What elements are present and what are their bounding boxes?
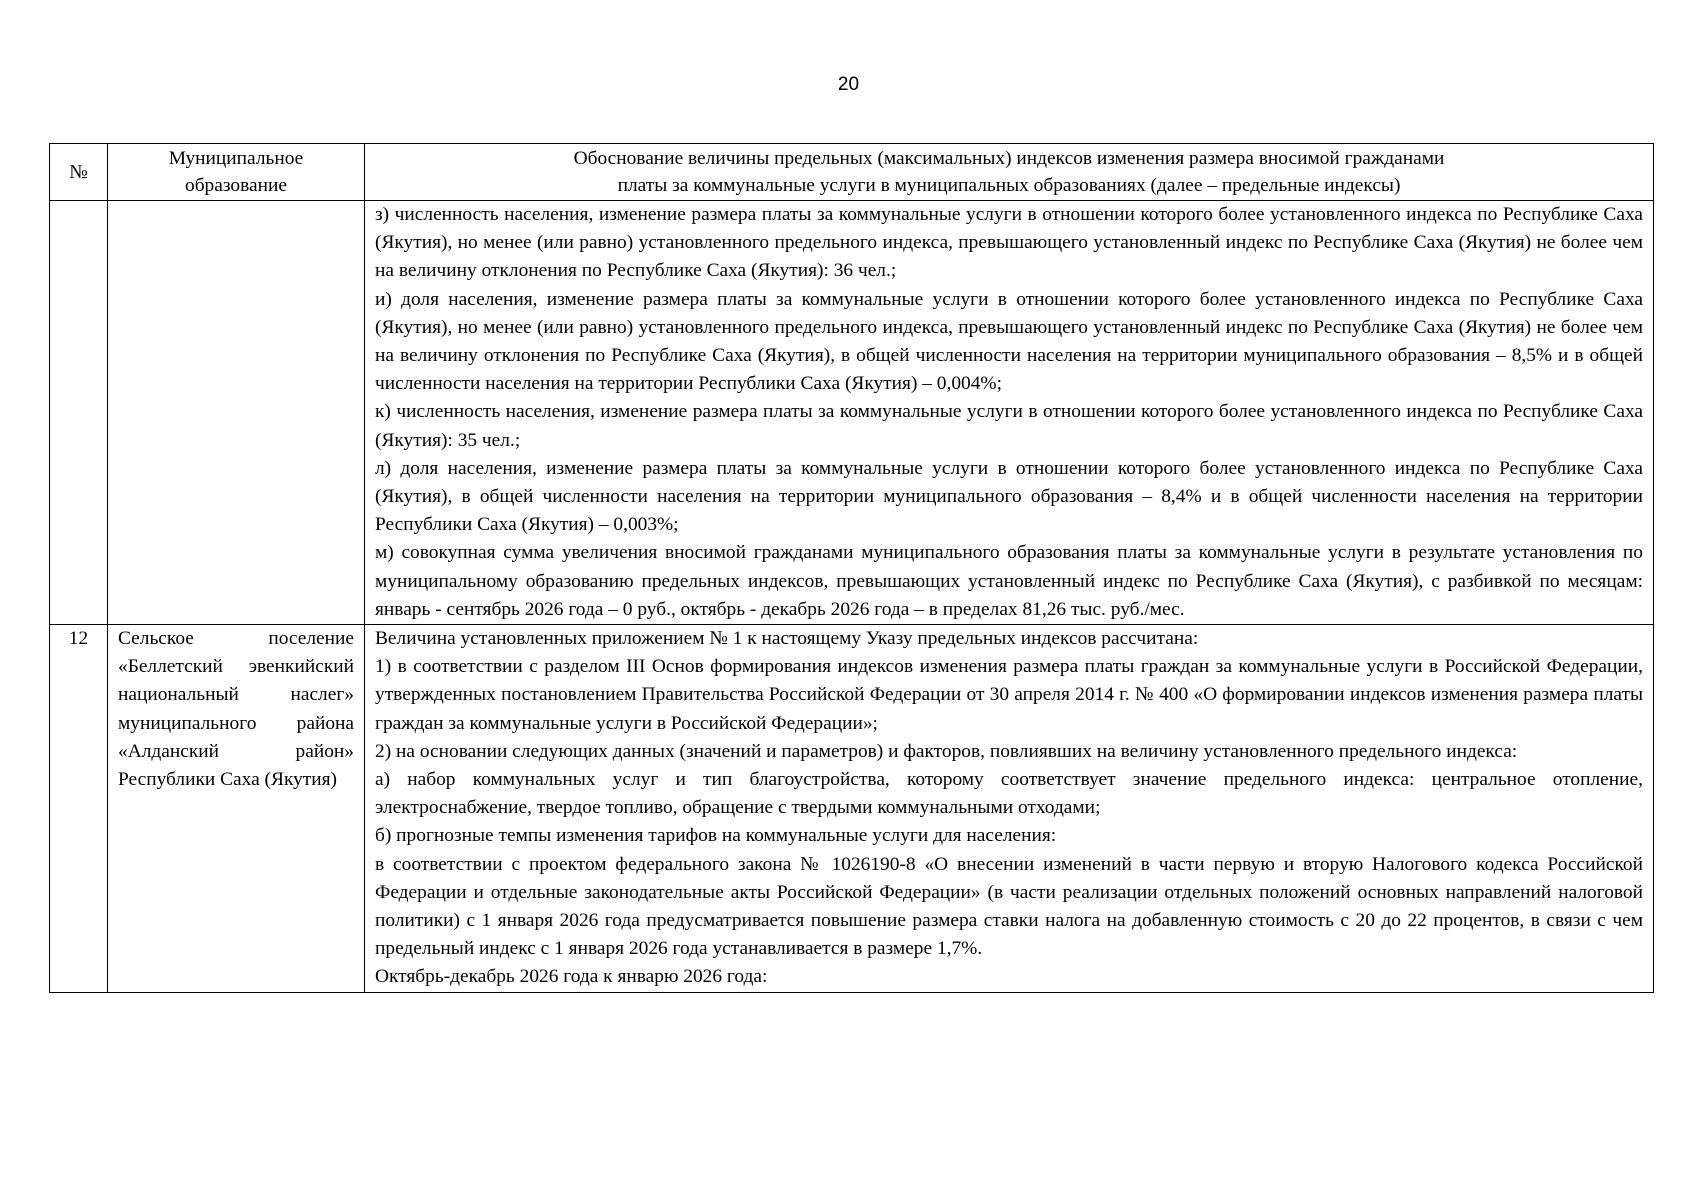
header-number: № (50, 144, 108, 201)
paragraph: б) прогнозные темпы изменения тарифов на коммунальные услуги для населения: (375, 825, 1057, 847)
paragraph: и) доля населения, изменение размера платы за коммунальные услуги в отношении которого более установленного индекса по Республике Саха (Якутия), но менее (или равно) установленного предельного индекса, превышающего установленный индекс по Республике Саха (Якутия) не более чем на величину отклонения по Республике Саха (Якутия), в общей численности населения на территории муниципального образования – 8,5% и в общей численности населения на территории Республики Саха (Якутия) – 0,004%; (375, 288, 1643, 395)
row-municipality: Сельское поселение «Беллетский эвенкийский национальный наслег» муниципального района «Алданский район» Республики Саха (Якутия) (108, 625, 365, 993)
paragraph: з) численность населения, изменение размера платы за коммунальные услуги в отношении которого более установленного индекса по Республике Саха (Якутия), но менее (или равно) установленного предельного индекса, превышающего установленный индекс по Республике Саха (Якутия) не более чем на величину отклонения по Республике Саха (Якутия): 36 чел.; (375, 204, 1643, 282)
row-municipality (108, 201, 365, 625)
row-justification (365, 625, 1654, 993)
table-row (50, 201, 1654, 625)
paragraph: Октябрь-декабрь 2026 года к январю 2026 года: (375, 966, 768, 988)
header-justification (365, 144, 1654, 201)
table-header-row (50, 144, 1654, 201)
header-justification-line2: платы за коммунальные услуги в муниципальных образованиях (далее – предельные индексы) (617, 175, 1401, 196)
table-row (50, 625, 1654, 993)
paragraph: в соответствии с проектом федерального закона № 1026190-8 «О внесении изменений в части первую и вторую Налогового кодекса Российской Федерации и отдельные законодательные акты Российской Федерации» (в части реализации отдельных положений основных направлений налоговой политики) с 1 января 2026 года предусматривается повышение размера ставки налога на добавленную стоимость с 20 до 22 процентов, в связи с чем предельный индекс с 1 января 2026 года устанавливается в размере 1,7%. (375, 853, 1643, 960)
indices-table (49, 143, 1654, 993)
row-number (50, 201, 108, 625)
header-municipality (108, 144, 365, 201)
paragraph: Величина установленных приложением № 1 к настоящему Указу предельных индексов рассчитана: (375, 628, 1199, 650)
row-justification (365, 201, 1654, 625)
paragraph: 2) на основании следующих данных (значений и параметров) и факторов, повлиявших на величину установленного предельного индекса: (375, 740, 1518, 762)
header-justification-line1: Обоснование величины предельных (максимальных) индексов изменения размера вносимой гражданами (573, 148, 1445, 169)
paragraph: 1) в соответствии с разделом III Основ формирования индексов изменения размера платы граждан за коммунальные услуги в Российской Федерации, утвержденных постановлением Правительства Российской Федерации от 30 апреля 2014 г. № 400 «О формировании индексов изменения размера платы граждан за коммунальные услуги в Российской Федерации»; (375, 656, 1643, 734)
paragraph: м) совокупная сумма увеличения вносимой гражданами муниципального образования платы за коммунальные услуги в результате установления по муниципальному образованию предельных индексов, превышающих установленный индекс по Республике Саха (Якутия), с разбивкой по месяцам: январь - сентябрь 2026 года – 0 руб., октябрь - декабрь 2026 года – в пределах 81,26 тыс. руб./мес. (375, 542, 1643, 620)
paragraph: л) доля населения, изменение размера платы за коммунальные услуги в отношении которого более установленного индекса по Республике Саха (Якутия), в общей численности населения на территории муниципального образования – 8,4% и в общей численности населения на территории Республики Саха (Якутия) – 0,003%; (375, 457, 1643, 536)
header-municipality-line1: Муниципальное (168, 148, 304, 169)
row-number: 12 (50, 625, 108, 993)
paragraph: а) набор коммунальных услуг и тип благоустройства, которому соответствует значение предельного индекса: центральное отопление, электроснабжение, твердое топливо, обращение с твердыми коммунальными отходами; (375, 769, 1643, 819)
page-number: 20 (837, 74, 860, 95)
paragraph: к) численность населения, изменение размера платы за коммунальные услуги в отношении которого более установленного индекса по Республике Саха (Якутия): 35 чел.; (375, 401, 1643, 451)
header-municipality-line2: образование (185, 175, 287, 196)
